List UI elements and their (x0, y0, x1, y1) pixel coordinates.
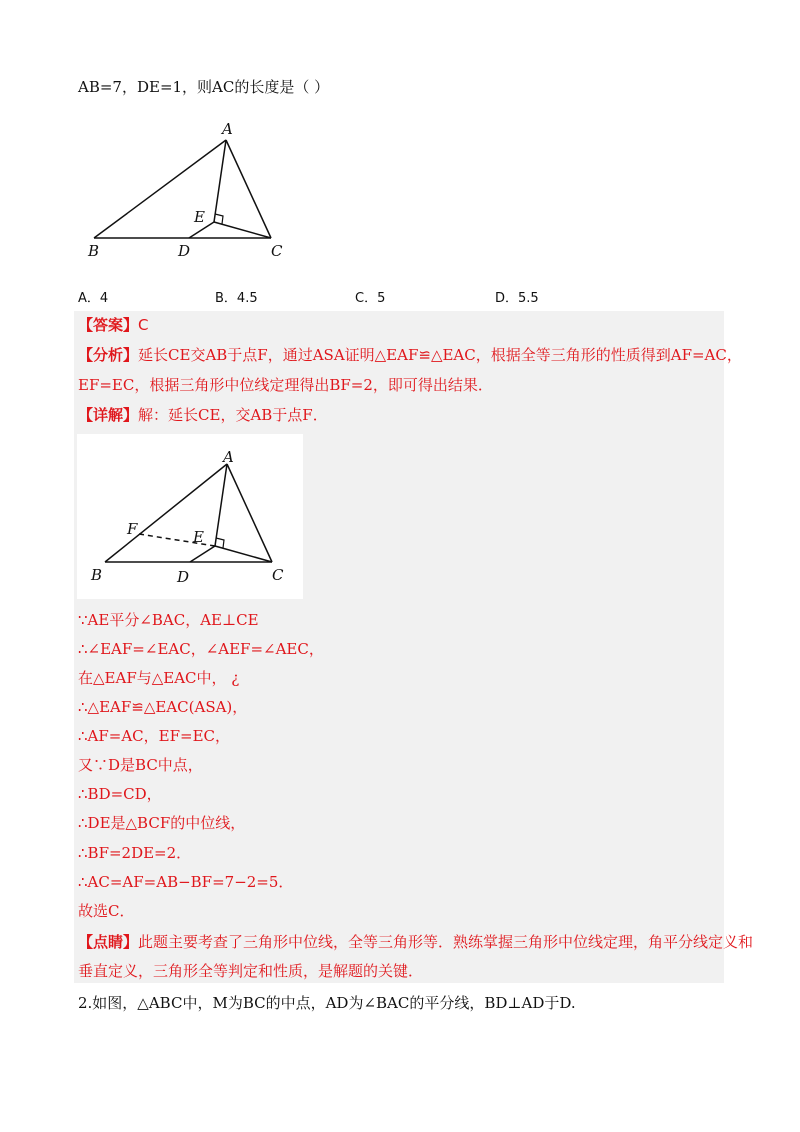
analysis-tag: 【分析】 (78, 346, 139, 364)
analysis-text-1: 延长CE交AB于点F，通过ASA证明△EAF≌△EAC，根据全等三角形的性质得到AF=AC， (138, 346, 742, 364)
label-D: D (178, 242, 191, 260)
question-stem: AB=7，DE=1，则AC的长度是（ ） (78, 78, 330, 96)
comment-tag: 【点睛】 (78, 933, 139, 951)
detail-line (78, 405, 328, 425)
label-A: A (223, 448, 234, 466)
label-F: F (127, 520, 138, 538)
label-C: C (271, 242, 283, 260)
option-b: B．4.5 (215, 291, 258, 306)
proof-line: ∴△EAF≌△EAC(ASA)， (78, 698, 248, 716)
answer-tag: 【答案】 (78, 316, 139, 334)
proof-line: ∵AE平分∠BAC，AE⊥CE (78, 611, 259, 629)
next-question: 2.如图，△ABC中，M为BC的中点，AD为∠BAC的平分线，BD⊥AD于D. (78, 994, 576, 1012)
label-A: A (222, 120, 233, 138)
proof-line: ∴∠EAF=∠EAC，∠AEF=∠AEC， (78, 640, 324, 658)
option-d: D．5.5 (495, 291, 539, 306)
option-a: A．4 (78, 291, 109, 306)
proof-line: ∴AC=AF=AB−BF=7−2=5． (78, 873, 294, 891)
option-c: C．5 (355, 291, 386, 306)
label-B: B (91, 566, 103, 584)
detail-text: 解：延长CE，交AB于点F． (138, 406, 328, 424)
label-E: E (193, 528, 204, 546)
triangle-figure-1 (78, 118, 308, 263)
proof-line: 故选C． (78, 902, 135, 920)
label-B: B (88, 242, 100, 260)
label-C: C (272, 566, 284, 584)
answer-value: C (138, 316, 149, 334)
comment-text-1: 此题主要考查了三角形中位线，全等三角形等．熟练掌握三角形中位线定理，角平分线定义和 (138, 933, 754, 951)
proof-line: ∴AF=AC，EF=EC， (78, 727, 231, 745)
proof-line: 又∵D是BC中点， (78, 756, 203, 774)
proof-line: ∴BF=2DE=2． (78, 844, 192, 862)
comment-line-2: 垂直定义，三角形全等判定和性质，是解题的关键． (78, 962, 424, 980)
analysis-line-2: EF=EC，根据三角形中位线定理得出BF=2，即可得出结果． (78, 376, 493, 394)
comment-line-1 (78, 932, 753, 952)
detail-tag: 【详解】 (78, 406, 139, 424)
proof-line: ∴BD=CD， (78, 785, 162, 803)
answer-line (78, 315, 149, 335)
label-D: D (177, 568, 190, 586)
proof-line: 在△EAF与△EAC中， ¿ (78, 669, 240, 687)
triangle-figure-2 (77, 440, 303, 590)
label-E: E (194, 208, 205, 226)
analysis-line-1 (78, 345, 742, 365)
proof-line: ∴DE是△BCF的中位线， (78, 814, 246, 832)
